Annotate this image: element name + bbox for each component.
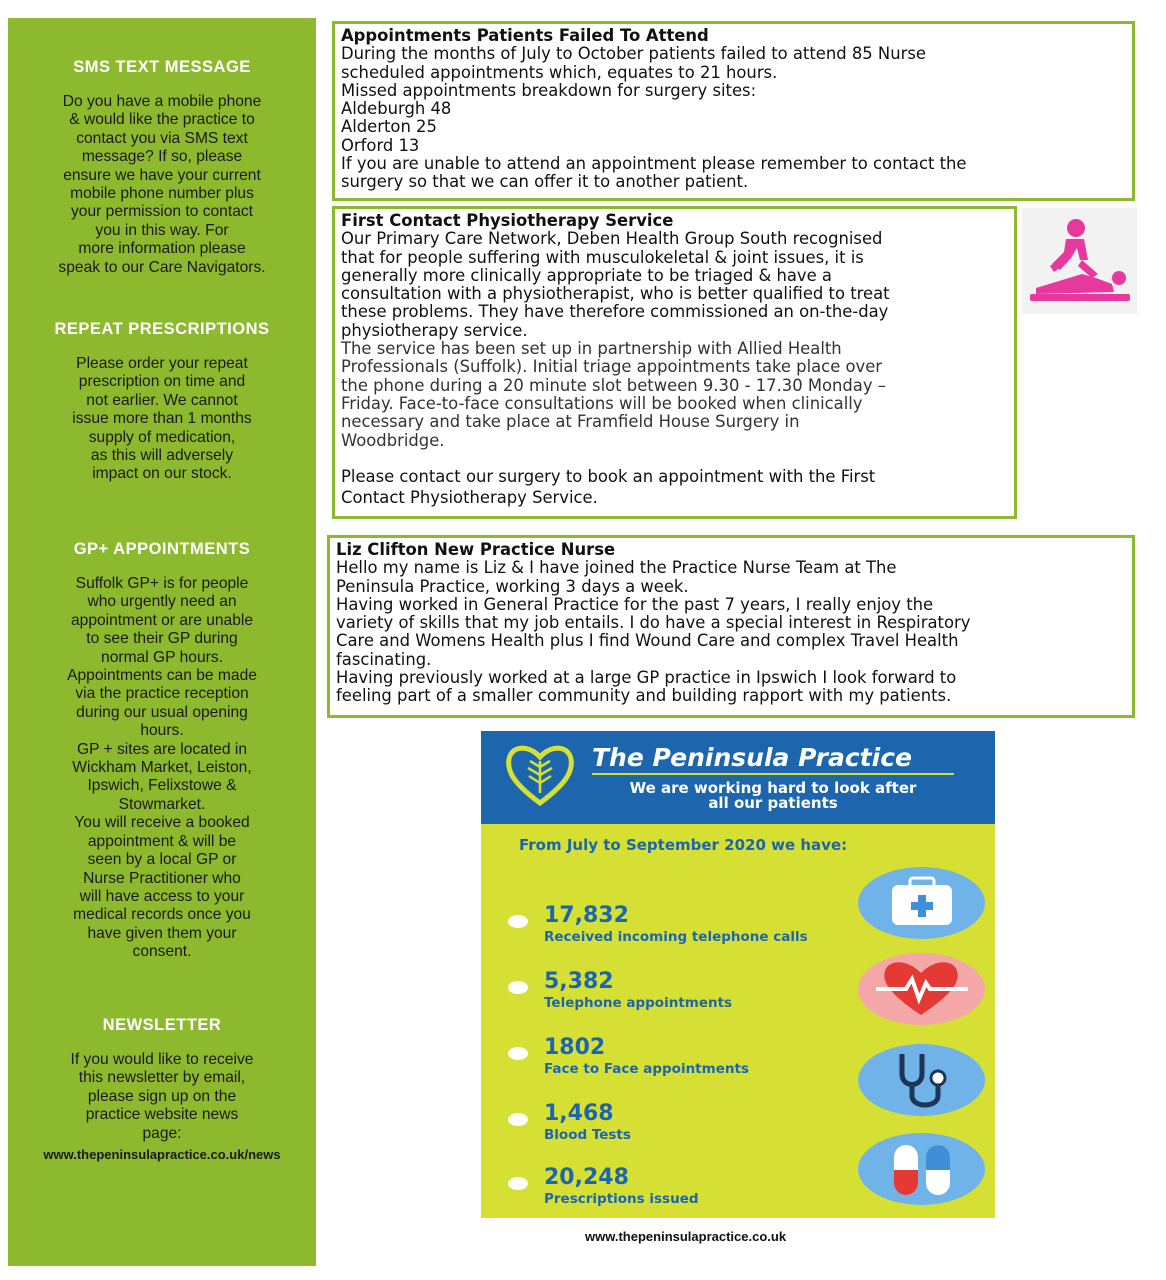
bullet-icon	[508, 1047, 528, 1060]
repeat-body: Please order your repeat prescription on time and not earlier. We cannot issue more than 1 months supply of medication, as this will adversely impact on our stock.	[72, 355, 252, 483]
physio-line: Friday. Face-to-face consultations will be booked when clinically	[341, 393, 863, 413]
appointments-line: If you are unable to attend an appointment please remember to contact the	[341, 154, 967, 174]
footer-website-link[interactable]: www.thepeninsulapractice.co.uk	[585, 1229, 787, 1244]
physio-line: Our Primary Care Network, Deben Health Group South recognised	[341, 229, 883, 249]
appointments-line: Aldeburgh 48	[341, 99, 452, 119]
appointments-line: Missed appointments breakdown for surgery sites:	[341, 80, 757, 100]
physio-line: Professionals (Suffolk). Initial triage appointments take place over	[341, 357, 883, 377]
newsletter-body: If you would like to receive this newsletter by email, please sign up on the practice website news page:	[70, 1051, 254, 1142]
stat-label: Blood Tests	[544, 1127, 631, 1143]
stat-label: Telephone appointments	[544, 995, 733, 1011]
stat-number: 1802	[544, 1035, 606, 1060]
stat-number: 1,468	[544, 1101, 614, 1126]
physio-line: consultation with a physiotherapist, who is better qualified to treat	[341, 284, 890, 304]
newsletter-link[interactable]: www.thepeninsulapractice.co.uk/news	[43, 1147, 281, 1163]
title-rule	[592, 773, 954, 775]
appointments-line: Orford 13	[341, 135, 420, 155]
appointments-box	[332, 21, 1135, 201]
physio-line: Woodbridge.	[341, 430, 445, 450]
physio-line: physiotherapy service.	[341, 320, 528, 340]
stat-number: 20,248	[544, 1165, 629, 1190]
nurse-box	[327, 535, 1135, 718]
physio-line: The service has been set up in partnership with Allied Health	[341, 339, 842, 359]
subtitle-line-2: all our patients	[708, 794, 838, 812]
infographic-title: The Peninsula Practice	[592, 743, 912, 772]
physio-line: necessary and take place at Framfield House Surgery in	[341, 412, 800, 432]
infographic	[481, 731, 995, 1218]
subtitle-line-1: We are working hard to look after	[629, 779, 917, 797]
first-aid-icon	[858, 867, 985, 939]
physio-line: these problems. They have therefore commissioned an on-the-day	[341, 302, 889, 322]
period-heading: From July to September 2020 we have:	[519, 836, 848, 854]
bullet-icon	[508, 1113, 528, 1126]
sms-body: Do you have a mobile phone & would like the practice to contact you via SMS text message? If so, please ensure we have your current mobile phone number plus your permission to contact you in this way. For more information please speak to our Care Navigators.	[58, 93, 266, 276]
stethoscope-icon	[858, 1044, 985, 1116]
heart-rate-icon	[858, 953, 985, 1025]
stat-label: Face to Face appointments	[544, 1061, 749, 1077]
infographic-header	[481, 731, 995, 824]
bullet-icon	[508, 915, 528, 928]
infographic-subtitle	[592, 781, 954, 811]
sms-section	[22, 58, 302, 277]
sidebar	[8, 18, 316, 1266]
appointments-line: During the months of July to October patients failed to attend 85 Nurse	[341, 44, 926, 64]
stat-label: Received incoming telephone calls	[544, 929, 808, 945]
stat-label: Prescriptions issued	[544, 1191, 699, 1207]
nurse-line: fascinating.	[336, 649, 432, 669]
appointments-title: Appointments Patients Failed To Attend	[341, 26, 709, 45]
pills-icon	[858, 1133, 985, 1205]
appointments-line: Alderton 25	[341, 117, 437, 137]
nurse-line: Hello my name is Liz & I have joined the Practice Nurse Team at The	[336, 558, 897, 578]
bullet-icon	[508, 981, 528, 994]
nurse-line: Having previously worked at a large GP practice in Ipswich I look forward to	[336, 668, 957, 688]
nurse-line: Peninsula Practice, working 3 days a week.	[336, 576, 689, 596]
physio-line: Contact Physiotherapy Service.	[341, 488, 598, 508]
newsletter-section	[12, 1016, 312, 1162]
physiotherapy-icon	[1022, 208, 1137, 314]
nurse-line: Care and Womens Health plus I find Wound Care and complex Travel Health	[336, 631, 959, 651]
repeat-section	[22, 320, 302, 484]
gp-section	[22, 540, 302, 962]
physio-line: the phone during a 20 minute slot between 9.30 - 17.30 Monday –	[341, 375, 886, 395]
newsletter-heading: NEWSLETTER	[102, 1016, 222, 1034]
physio-line: generally more clinically appropriate to be triaged & have a	[341, 265, 832, 285]
physio-line: Please contact our surgery to book an appointment with the First	[341, 466, 876, 486]
stat-number: 17,832	[544, 903, 629, 928]
bullet-icon	[508, 1177, 528, 1190]
heart-logo-icon	[503, 741, 578, 809]
physio-title: First Contact Physiotherapy Service	[341, 211, 674, 230]
gp-heading: GP+ APPOINTMENTS	[73, 540, 251, 558]
sms-heading: SMS TEXT MESSAGE	[73, 58, 251, 76]
nurse-line: Having worked in General Practice for the past 7 years, I really enjoy the	[336, 594, 934, 614]
repeat-heading: REPEAT PRESCRIPTIONS	[54, 320, 270, 338]
physio-line: that for people suffering with musculokeletal & joint issues, it is	[341, 247, 864, 267]
gp-body: Suffolk GP+ is for people who urgently need an appointment or are unable to see their GP during normal GP hours. Appointments can be made via the practice reception during our usual opening hours. GP + sites are located in Wickham Market, Leiston, Ipswich, Felixstowe & Stowmarket. You will receive a booked appointment & will be seen by a local GP or Nurse Practitioner who will have access to your medical records once you have given them your consent.	[67, 575, 257, 961]
physio-box	[332, 206, 1017, 519]
stat-number: 5,382	[544, 969, 614, 994]
nurse-line: variety of skills that my job entails. I do have a special interest in Respiratory	[336, 613, 971, 633]
appointments-line: surgery so that we can offer it to another patient.	[341, 172, 749, 192]
appointments-line: scheduled appointments which, equates to 21 hours.	[341, 62, 778, 82]
nurse-line: feeling part of a smaller community and building rapport with my patients.	[336, 686, 952, 706]
nurse-title: Liz Clifton New Practice Nurse	[336, 540, 616, 559]
